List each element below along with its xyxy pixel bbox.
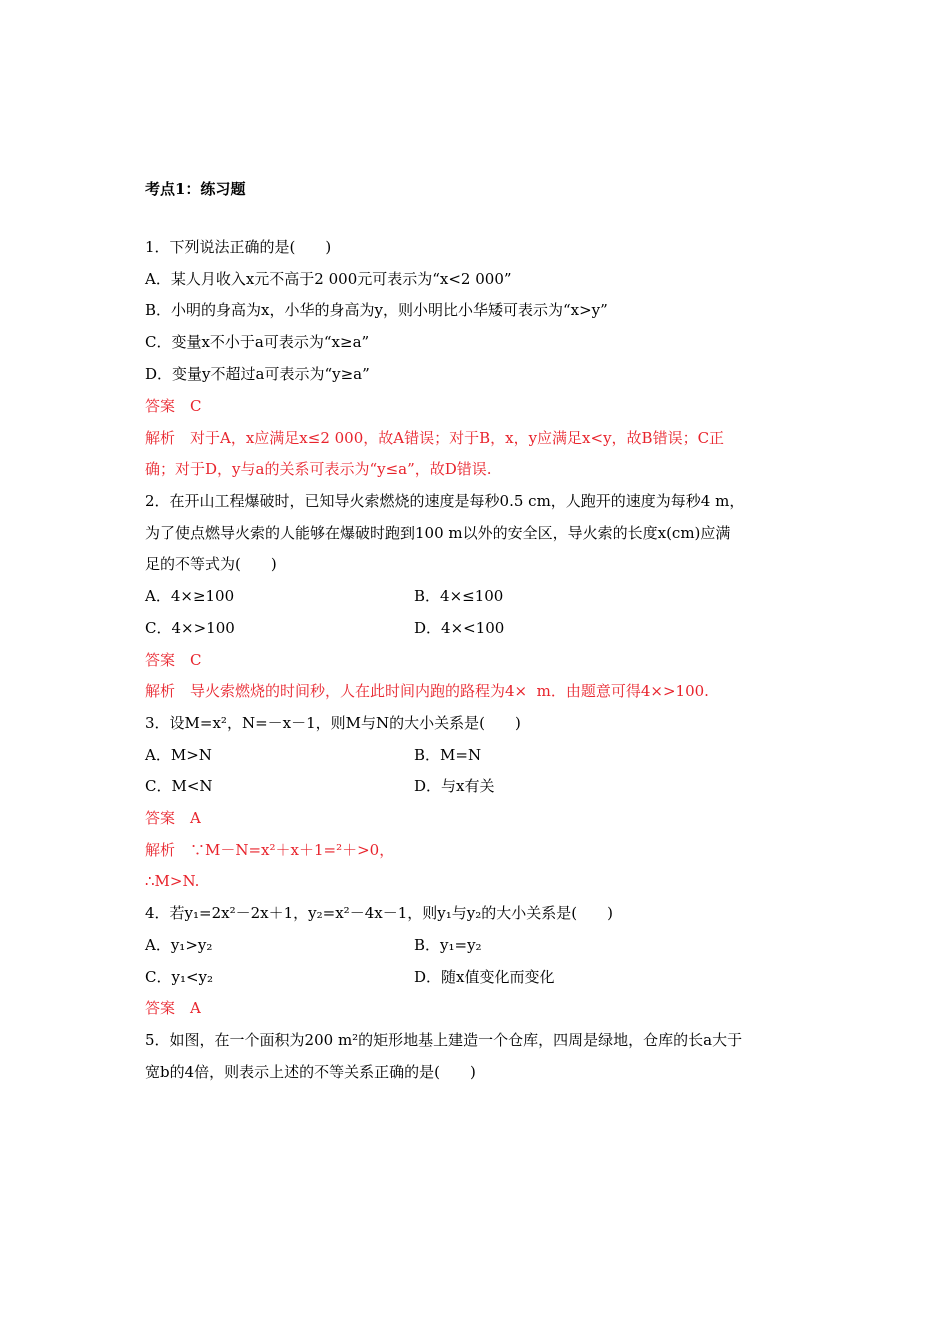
q4-stem: 4．若y₁=2x²－2x＋1，y₂=x²－4x－1，则y₁与y₂的大小关系是( ) (145, 904, 613, 922)
q1-analysis-line1: 解析 对于A，x应满足x≤2 000，故A错误；对于B，x，y应满足x<y，故B错误；C正 (145, 429, 725, 447)
q1-option-d: D．变量y不超过a可表示为“y≥a” (145, 365, 370, 383)
q4-answer: 答案 A (145, 999, 201, 1017)
q1-answer: 答案 C (145, 397, 202, 415)
q4-option-c: C．y₁<y₂ (145, 968, 214, 986)
q3-option-a: A．M>N (145, 746, 212, 764)
q2-option-c: C．4×>100 (145, 619, 235, 637)
q3-analysis-line1: 解析 ∵M－N=x²＋x＋1=²＋>0， (145, 841, 395, 859)
q5-stem-line1: 5．如图，在一个面积为200 m²的矩形地基上建造一个仓库，四周是绿地，仓库的长a大于 (145, 1031, 743, 1049)
q2-option-d: D．4×<100 (414, 619, 505, 637)
q3-option-b: B．M=N (414, 746, 482, 764)
q2-answer: 答案 C (145, 651, 202, 669)
q1-option-a: A．某人月收入x元不高于2 000元可表示为“x<2 000” (145, 270, 512, 288)
q1-stem: 1．下列说法正确的是( ) (145, 238, 332, 256)
q3-answer: 答案 A (145, 809, 201, 827)
q3-option-c: C．M<N (145, 777, 213, 795)
q1-analysis-line2: 确；对于D，y与a的关系可表示为“y≤a”，故D错误. (145, 460, 492, 478)
q4-option-b: B．y₁=y₂ (414, 936, 482, 954)
q3-stem: 3．设M=x²，N=－x－1，则M与N的大小关系是( ) (145, 714, 521, 732)
section-title: 考点1：练习题 (145, 180, 246, 198)
q5-stem-line2: 宽b的4倍，则表示上述的不等关系正确的是( ) (145, 1063, 476, 1081)
q1-option-c: C．变量x不小于a可表示为“x≥a” (145, 333, 370, 351)
q4-option-a: A．y₁>y₂ (145, 936, 213, 954)
q2-analysis: 解析 导火索燃烧的时间秒，人在此时间内跑的路程为4× m．由题意可得4×>100. (145, 682, 709, 700)
q2-option-b: B．4×≤100 (414, 587, 504, 605)
q3-analysis-line2: ∴M>N. (145, 872, 200, 890)
q2-stem-line3: 足的不等式为( ) (145, 555, 277, 573)
q3-option-d: D．与x有关 (414, 777, 495, 795)
q4-option-d: D．随x值变化而变化 (414, 968, 555, 986)
q2-option-a: A．4×≥100 (145, 587, 235, 605)
q2-stem-line2: 为了使点燃导火索的人能够在爆破时跑到100 m以外的安全区，导火索的长度x(cm)应满 (145, 524, 731, 542)
q1-option-b: B．小明的身高为x，小华的身高为y，则小明比小华矮可表示为“x>y” (145, 301, 608, 319)
q2-stem-line1: 2．在开山工程爆破时，已知导火索燃烧的速度是每秒0.5 cm，人跑开的速度为每秒4 m， (145, 492, 745, 510)
